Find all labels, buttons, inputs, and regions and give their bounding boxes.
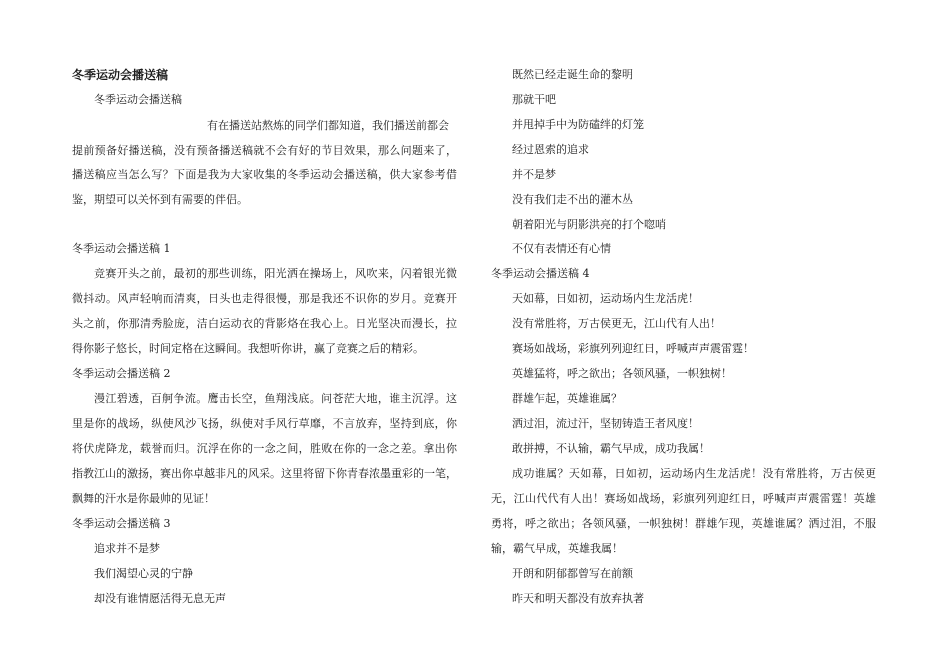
section-1-line: 头之前，你那清秀脸庞，洁白运动衣的背影烙在我心上。日光坚决而漫长，拉 <box>72 317 457 330</box>
section-2-line: 将伏虎降龙，载誉而归。沉浮在你的一念之间，胜败在你的一念之差。拿出你 <box>72 442 457 455</box>
poem-line: 经过恩索的追求 <box>512 143 589 156</box>
section-4-line: 没有常胜将，万古侯更无，江山代有人出！ <box>512 317 721 330</box>
section-4-line: 天如幕，日如初，运动场内生龙活虎！ <box>512 292 699 305</box>
poem-line: 并不是梦 <box>512 168 556 181</box>
section-3-line: 追求并不是梦 <box>94 542 160 555</box>
poem-line: 既然已经走诞生命的黎明 <box>512 68 633 81</box>
section-4-line: 赛场如战场，彩旗列列迎红日，呼喊声声震雷霆！ <box>512 342 754 355</box>
intro-line: 鉴，期望可以关怀到有需要的伴侣。 <box>72 193 248 206</box>
section-2-line: 漫江碧透，百舸争流。鹰击长空，鱼翔浅底。问苍茫大地，谁主沉浮。这 <box>94 392 457 405</box>
section-4-paragraph-line: 成功谁属？天如幕，日如初，运动场内生龙活虎！没有常胜将，万古侯更 <box>512 467 876 480</box>
section-2-heading: 冬季运动会播送稿 2 <box>72 367 171 380</box>
subtitle: 冬季运动会播送稿 <box>94 93 182 106</box>
section-4-line: 敢拼搏，不认输，霸气早成，成功我属！ <box>512 442 710 455</box>
poem-line: 没有我们走不出的灌木丛 <box>512 193 633 206</box>
section-4-paragraph-line: 勇将，呼之欲出；各领风骚，一帜独树！群雄乍现，英雄谁属？洒过泪，不服 <box>491 517 876 530</box>
poem-line: 开朗和阴郁都曾写在前额 <box>512 567 633 580</box>
section-4-line: 英雄猛将，呼之欲出；各领风骚，一帜独树！ <box>512 367 732 380</box>
poem-line: 朝着阳光与阴影洪亮的打个唿哨 <box>512 218 666 231</box>
section-4-line: 群雄乍起，英雄谁属？ <box>512 392 622 405</box>
section-1-line: 得你影子悠长，时间定格在这瞬间。我想听你讲，赢了竞赛之后的精彩。 <box>72 342 424 355</box>
section-2-line: 指教江山的激扬，赛出你卓越非凡的风采。这里将留下你青春浓墨重彩的一笔， <box>72 467 457 480</box>
section-4-line: 洒过泪，流过汗，坚韧铸造王者风度！ <box>512 417 699 430</box>
poem-line: 昨天和明天都没有放弃执著 <box>512 592 644 605</box>
section-1-line: 微抖动。风声轻响而清爽，日头也走得很慢，那是我还不识你的岁月。竞赛开 <box>72 292 457 305</box>
poem-line: 并甩掉手中为防磕绊的灯笼 <box>512 118 644 131</box>
section-4-paragraph-line: 输，霸气早成，英雄我属！ <box>491 542 623 555</box>
intro-line: 提前预备好播送稿，没有预备播送稿就不会有好的节目效果，那么问题来了， <box>72 144 457 157</box>
section-3-line: 却没有谁情愿活得无息无声 <box>94 592 226 605</box>
section-2-line: 飘舞的汗水是你最帅的见证！ <box>72 492 215 505</box>
intro-line: 有在播送站熬炼的同学们都知道，我们播送前都会 <box>207 119 449 132</box>
poem-line: 不仅有表情还有心情 <box>512 242 611 255</box>
intro-line: 播送稿应当怎么写？下面是我为大家收集的冬季运动会播送稿，供大家参考借 <box>72 168 457 181</box>
document-title: 冬季运动会播送稿 <box>72 68 169 82</box>
section-4-paragraph-line: 无，江山代代有人出！赛场如战场，彩旗列列迎红日，呼喊声声震雷霆！英雄 <box>491 492 876 505</box>
poem-line: 那就干吧 <box>512 93 556 106</box>
section-2-line: 里是你的战场，纵使风沙飞扬，纵使对手风行草靡，不言放弃，坚持到底，你 <box>72 417 457 430</box>
section-4-heading: 冬季运动会播送稿 4 <box>491 267 590 280</box>
section-3-heading: 冬季运动会播送稿 3 <box>72 517 171 530</box>
section-3-line: 我们渴望心灵的宁静 <box>94 567 193 580</box>
section-1-heading: 冬季运动会播送稿 1 <box>72 242 171 255</box>
section-1-line: 竞赛开头之前，最初的那些训练，阳光洒在操场上，风吹来，闪着银光微 <box>94 267 457 280</box>
